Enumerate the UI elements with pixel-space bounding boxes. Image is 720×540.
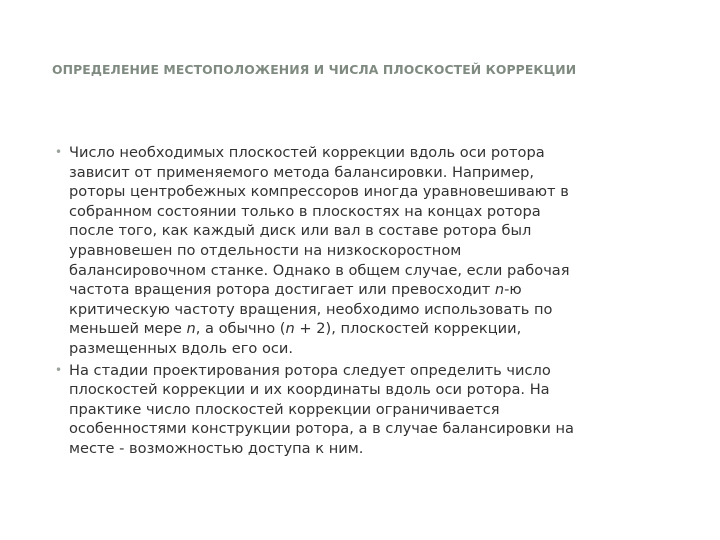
text-line — [69, 319, 682, 339]
text-line: собранном состоянии только в плоскостях на концах ротора — [69, 202, 541, 220]
text-line: балансировочном станке. Однако в общем случае, если рабочая — [69, 261, 570, 279]
text-segment: -ю — [504, 281, 522, 299]
text-line: роторы центробежных компрессоров иногда уравновешивают в — [69, 183, 569, 201]
text-segment: меньшей мере — [69, 320, 187, 338]
text-line — [69, 280, 682, 300]
text-line: практике число плоскостей коррекции ограничивается — [69, 400, 500, 418]
slide-title: ОПРЕДЕЛЕНИЕ МЕСТОПОЛОЖЕНИЯ И ЧИСЛА ПЛОСКОСТЕЙ КОРРЕКЦИИ — [52, 62, 577, 77]
text-line: уравновешен по отдельности на низкоскоростном — [69, 241, 462, 259]
bullet-marker: • — [55, 362, 63, 377]
italic-n: n — [494, 281, 505, 299]
text-line: Число необходимых плоскостей коррекции вдоль оси ротора — [69, 144, 545, 161]
text-segment: + 2), плоскостей коррекции, — [294, 320, 522, 338]
text-line: критическую частоту вращения, необходимо использовать по — [69, 300, 553, 318]
italic-n: n — [186, 320, 196, 338]
bullet-item-2 — [52, 361, 682, 459]
text-line: зависит от применяемого метода балансировки. Например, — [69, 163, 535, 181]
bullet-item-1 — [52, 143, 682, 359]
text-line: особенностями конструкции ротора, а в случае балансировки на — [69, 420, 574, 438]
bullet-marker: • — [55, 145, 63, 159]
italic-n: n — [285, 320, 295, 338]
bullet-list — [52, 143, 682, 461]
text-segment: , а обычно ( — [195, 320, 286, 338]
text-line: плоскостей коррекции и их координаты вдоль оси ротора. На — [69, 381, 550, 399]
text-line: месте - возможностью доступа к ним. — [69, 439, 364, 457]
text-segment: частота вращения ротора достигает или превосходит — [69, 281, 491, 299]
text-line: после того, как каждый диск или вал в составе ротора был — [69, 222, 532, 240]
text-line: размещенных вдоль его оси. — [69, 339, 294, 357]
text-line: На стадии проектирования ротора следует определить число — [69, 361, 551, 379]
